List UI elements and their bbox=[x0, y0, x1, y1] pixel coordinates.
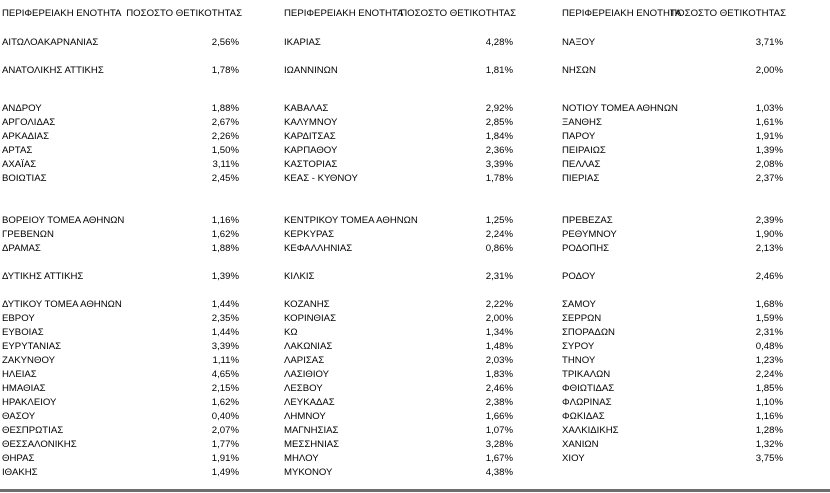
table-row bbox=[2, 452, 242, 466]
positivity-rate: 1,39% bbox=[211, 271, 239, 282]
positivity-rate: 2,00% bbox=[485, 313, 513, 324]
positivity-rate: 2,38% bbox=[485, 397, 513, 408]
positivity-rate: 1,11% bbox=[212, 355, 239, 366]
row-spacer bbox=[2, 284, 242, 298]
region-name: ΗΛΕΙΑΣ bbox=[2, 369, 37, 380]
region-name: ΛΑΚΩΝΙΑΣ bbox=[284, 341, 333, 352]
positivity-rate: 1,84% bbox=[485, 131, 513, 142]
positivity-rate: 1,59% bbox=[755, 313, 783, 324]
positivity-rate: 2,85% bbox=[485, 117, 513, 128]
row-spacer bbox=[280, 284, 516, 298]
region-name: ΚΙΛΚΙΣ bbox=[284, 271, 315, 282]
region-name: ΛΑΡΙΣΑΣ bbox=[284, 355, 325, 366]
table-row bbox=[280, 102, 516, 116]
table-row bbox=[558, 172, 786, 186]
region-name: ΝΟΤΙΟΥ ΤΟΜΕΑ ΑΘΗΝΩΝ bbox=[562, 103, 678, 114]
region-name: ΠΑΡΟΥ bbox=[562, 131, 596, 142]
positivity-rate: 1,90% bbox=[755, 229, 783, 240]
table-row bbox=[558, 410, 786, 424]
region-name: ΚΕΡΚΥΡΑΣ bbox=[284, 229, 335, 240]
table-row bbox=[2, 64, 242, 78]
table-row bbox=[280, 158, 516, 172]
region-name: ΛΗΜΝΟΥ bbox=[284, 411, 326, 422]
table-column-1 bbox=[2, 0, 242, 480]
region-name: ΑΡΚΑΔΙΑΣ bbox=[2, 131, 49, 142]
region-name: ΠΡΕΒΕΖΑΣ bbox=[562, 215, 613, 226]
positivity-rate: 1,62% bbox=[211, 229, 239, 240]
table-row bbox=[280, 214, 516, 228]
region-name: ΗΜΑΘΙΑΣ bbox=[2, 383, 46, 394]
positivity-rate: 1,91% bbox=[211, 453, 239, 464]
positivity-rate: 2,08% bbox=[755, 159, 783, 170]
region-name: ΞΑΝΘΗΣ bbox=[562, 117, 602, 128]
table-row bbox=[280, 396, 516, 410]
table-row bbox=[558, 354, 786, 368]
bottom-divider bbox=[0, 489, 830, 492]
table-row bbox=[2, 368, 242, 382]
positivity-rate: 1,78% bbox=[485, 173, 513, 184]
region-name: ΠΕΙΡΑΙΩΣ bbox=[562, 145, 606, 156]
region-name: ΚΕΦΑΛΛΗΝΙΑΣ bbox=[284, 243, 353, 254]
row-spacer bbox=[2, 50, 242, 64]
table-row bbox=[2, 424, 242, 438]
table-row bbox=[280, 116, 516, 130]
positivity-rate: 2,92% bbox=[485, 103, 513, 114]
positivity-rate: 2,22% bbox=[485, 299, 513, 310]
table-row bbox=[558, 396, 786, 410]
table-row bbox=[280, 326, 516, 340]
region-name: ΝΑΞΟΥ bbox=[562, 37, 596, 48]
region-name: ΑΝΔΡΟΥ bbox=[2, 103, 42, 114]
positivity-rate: 0,48% bbox=[755, 341, 783, 352]
positivity-rate: 1,07% bbox=[485, 425, 513, 436]
region-name: ΡΟΔΟΠΗΣ bbox=[562, 243, 610, 254]
region-name: ΣΕΡΡΩΝ bbox=[562, 313, 602, 324]
positivity-rate: 0,40% bbox=[211, 411, 239, 422]
region-name: ΚΕΝΤΡΙΚΟΥ ΤΟΜΕΑ ΑΘΗΝΩΝ bbox=[284, 215, 418, 226]
header-positivity: ΠΟΣΟΣΤΟ ΘΕΤΙΚΟΤΗΤΑΣ bbox=[400, 8, 516, 19]
positivity-rate: 2,26% bbox=[211, 131, 239, 142]
table-row bbox=[280, 228, 516, 242]
positivity-rate: 1,16% bbox=[211, 215, 239, 226]
positivity-rate: 2,15% bbox=[211, 383, 239, 394]
region-name: ΦΛΩΡΙΝΑΣ bbox=[562, 397, 612, 408]
positivity-rate: 2,39% bbox=[755, 215, 783, 226]
table-row bbox=[280, 144, 516, 158]
region-name: ΜΗΛΟΥ bbox=[284, 453, 319, 464]
table-row bbox=[2, 116, 242, 130]
positivity-rate: 2,07% bbox=[211, 425, 239, 436]
region-name: ΑΙΤΩΛΟΑΚΑΡΝΑΝΙΑΣ bbox=[2, 37, 99, 48]
table-column-3 bbox=[558, 0, 786, 466]
region-name: ΚΑΡΔΙΤΣΑΣ bbox=[284, 131, 336, 142]
positivity-rate: 1,48% bbox=[485, 341, 513, 352]
positivity-rate: 1,88% bbox=[211, 243, 239, 254]
positivity-rate: 1,16% bbox=[755, 411, 783, 422]
table-row bbox=[558, 340, 786, 354]
region-name: ΚΑΛΥΜΝΟΥ bbox=[284, 117, 338, 128]
header-positivity: ΠΟΣΟΣΤΟ ΘΕΤΙΚΟΤΗΤΑΣ bbox=[126, 8, 242, 19]
positivity-rate: 1,88% bbox=[211, 103, 239, 114]
positivity-rate: 3,71% bbox=[755, 37, 783, 48]
table-row bbox=[2, 382, 242, 396]
region-name: ΗΡΑΚΛΕΙΟΥ bbox=[2, 397, 57, 408]
region-name: ΚΑΣΤΟΡΙΑΣ bbox=[284, 159, 338, 170]
table-row bbox=[280, 270, 516, 284]
positivity-rate: 2,03% bbox=[485, 355, 513, 366]
region-name: ΑΝΑΤΟΛΙΚΗΣ ΑΤΤΙΚΗΣ bbox=[2, 65, 104, 76]
row-spacer bbox=[558, 284, 786, 298]
region-name: ΛΕΥΚΑΔΑΣ bbox=[284, 397, 335, 408]
row-spacer bbox=[280, 78, 516, 102]
region-name: ΛΑΣΙΘΙΟΥ bbox=[284, 369, 330, 380]
positivity-rate: 0,86% bbox=[485, 243, 513, 254]
positivity-rate: 1,39% bbox=[755, 145, 783, 156]
positivity-rate: 1,81% bbox=[485, 65, 513, 76]
region-name: ΑΡΤΑΣ bbox=[2, 145, 33, 156]
positivity-rate: 3,11% bbox=[212, 159, 239, 170]
positivity-rate: 2,24% bbox=[485, 229, 513, 240]
positivity-rate: 3,39% bbox=[211, 341, 239, 352]
positivity-rate: 3,28% bbox=[485, 439, 513, 450]
positivity-rate: 1,03% bbox=[755, 103, 783, 114]
positivity-rate: 2,13% bbox=[755, 243, 783, 254]
table-row bbox=[280, 438, 516, 452]
positivity-rate: 1,62% bbox=[211, 397, 239, 408]
positivity-rate: 1,68% bbox=[755, 299, 783, 310]
table-row bbox=[558, 130, 786, 144]
table-row bbox=[280, 410, 516, 424]
region-name: ΠΙΕΡΙΑΣ bbox=[562, 173, 600, 184]
table-row bbox=[2, 298, 242, 312]
table-row bbox=[2, 340, 242, 354]
positivity-rate: 4,65% bbox=[211, 369, 239, 380]
table-row bbox=[558, 116, 786, 130]
region-name: ΜΑΓΝΗΣΙΑΣ bbox=[284, 425, 339, 436]
header-region: ΠΕΡΙΦΕΡΕΙΑΚΗ ΕΝΟΤΗΤΑ bbox=[562, 8, 682, 19]
column-header bbox=[280, 6, 516, 22]
region-name: ΘΑΣΟΥ bbox=[2, 411, 36, 422]
positivity-rate: 4,28% bbox=[485, 37, 513, 48]
region-name: ΑΧΑΪΑΣ bbox=[2, 159, 37, 170]
table-row bbox=[558, 64, 786, 78]
positivity-rate: 1,34% bbox=[485, 327, 513, 338]
table-column-2 bbox=[280, 0, 516, 480]
table-row bbox=[2, 410, 242, 424]
table-row bbox=[2, 242, 242, 256]
row-spacer bbox=[280, 256, 516, 270]
row-spacer bbox=[2, 22, 242, 36]
region-name: ΚΟΡΙΝΘΙΑΣ bbox=[284, 313, 337, 324]
region-name: ΚΟΖΑΝΗΣ bbox=[284, 299, 330, 310]
positivity-rate: 2,31% bbox=[755, 327, 783, 338]
positivity-rate: 2,35% bbox=[211, 313, 239, 324]
region-name: ΣΥΡΟΥ bbox=[562, 341, 595, 352]
row-spacer bbox=[280, 186, 516, 214]
row-spacer bbox=[558, 50, 786, 64]
region-name: ΣΠΟΡΑΔΩΝ bbox=[562, 327, 615, 338]
positivity-rate: 2,00% bbox=[755, 65, 783, 76]
table-row bbox=[558, 298, 786, 312]
table-row bbox=[280, 424, 516, 438]
region-name: ΕΥΒΟΙΑΣ bbox=[2, 327, 44, 338]
table-row bbox=[280, 340, 516, 354]
table-row bbox=[2, 396, 242, 410]
table-row bbox=[558, 312, 786, 326]
region-name: ΙΩΑΝΝΙΝΩΝ bbox=[284, 65, 338, 76]
row-spacer bbox=[558, 78, 786, 102]
positivity-rate: 1,44% bbox=[211, 327, 239, 338]
table-row bbox=[2, 270, 242, 284]
region-name: ΜΥΚΟΝΟΥ bbox=[284, 467, 333, 478]
table-row bbox=[558, 382, 786, 396]
region-name: ΚΑΒΑΛΑΣ bbox=[284, 103, 329, 114]
region-name: ΔΥΤΙΚΗΣ ΑΤΤΙΚΗΣ bbox=[2, 271, 84, 282]
positivity-rate: 1,44% bbox=[211, 299, 239, 310]
positivity-rate: 2,24% bbox=[755, 369, 783, 380]
positivity-rate: 3,75% bbox=[755, 453, 783, 464]
positivity-rate: 2,31% bbox=[485, 271, 513, 282]
positivity-rate: 1,77% bbox=[211, 439, 239, 450]
column-header bbox=[2, 6, 242, 22]
region-name: ΕΥΡΥΤΑΝΙΑΣ bbox=[2, 341, 62, 352]
region-name: ΚΑΡΠΑΘΟΥ bbox=[284, 145, 338, 156]
table-row bbox=[2, 130, 242, 144]
positivity-rate: 2,67% bbox=[211, 117, 239, 128]
table-row bbox=[280, 242, 516, 256]
table-row bbox=[558, 144, 786, 158]
table-row bbox=[2, 354, 242, 368]
table-row bbox=[2, 102, 242, 116]
region-name: ΜΕΣΣΗΝΙΑΣ bbox=[284, 439, 340, 450]
region-name: ΧΑΝΙΩΝ bbox=[562, 439, 599, 450]
table-row bbox=[558, 102, 786, 116]
table-row bbox=[280, 298, 516, 312]
table-row bbox=[2, 466, 242, 480]
region-name: ΣΑΜΟΥ bbox=[562, 299, 596, 310]
region-name: ΧΙΟΥ bbox=[562, 453, 585, 464]
region-name: ΙΘΑΚΗΣ bbox=[2, 467, 38, 478]
positivity-rate: 1,61% bbox=[755, 117, 783, 128]
region-name: ΓΡΕΒΕΝΩΝ bbox=[2, 229, 54, 240]
column-header bbox=[558, 6, 786, 22]
positivity-rate: 1,28% bbox=[755, 425, 783, 436]
table-row bbox=[558, 228, 786, 242]
positivity-rate: 4,38% bbox=[485, 467, 513, 478]
region-name: ΘΗΡΑΣ bbox=[2, 453, 35, 464]
table-row bbox=[2, 326, 242, 340]
positivity-rate: 1,66% bbox=[485, 411, 513, 422]
region-name: ΤΡΙΚΑΛΩΝ bbox=[562, 369, 611, 380]
region-name: ΙΚΑΡΙΑΣ bbox=[284, 37, 321, 48]
row-spacer bbox=[280, 22, 516, 36]
row-spacer bbox=[2, 78, 242, 102]
table-row bbox=[558, 368, 786, 382]
positivity-rate: 1,78% bbox=[211, 65, 239, 76]
positivity-rate: 1,83% bbox=[485, 369, 513, 380]
positivity-rate: 2,45% bbox=[211, 173, 239, 184]
header-positivity: ΠΟΣΟΣΤΟ ΘΕΤΙΚΟΤΗΤΑΣ bbox=[670, 8, 786, 19]
positivity-rate: 3,39% bbox=[485, 159, 513, 170]
region-name: ΦΘΙΩΤΙΔΑΣ bbox=[562, 383, 615, 394]
region-name: ΡΕΘΥΜΝΟΥ bbox=[562, 229, 617, 240]
table-row bbox=[2, 312, 242, 326]
positivity-rate: 1,25% bbox=[485, 215, 513, 226]
table-row bbox=[2, 228, 242, 242]
table-row bbox=[280, 36, 516, 50]
positivity-rate: 2,36% bbox=[485, 145, 513, 156]
row-spacer bbox=[2, 256, 242, 270]
table-row bbox=[280, 452, 516, 466]
region-name: ΚΩ bbox=[284, 327, 298, 338]
table-row bbox=[280, 130, 516, 144]
positivity-rate: 2,46% bbox=[485, 383, 513, 394]
region-name: ΒΟΙΩΤΙΑΣ bbox=[2, 173, 47, 184]
region-name: ΔΥΤΙΚΟΥ ΤΟΜΕΑ ΑΘΗΝΩΝ bbox=[2, 299, 122, 310]
table-row bbox=[280, 382, 516, 396]
region-name: ΕΒΡΟΥ bbox=[2, 313, 35, 324]
positivity-rate: 1,50% bbox=[211, 145, 239, 156]
table-row bbox=[2, 36, 242, 50]
table-row bbox=[280, 354, 516, 368]
region-name: ΠΕΛΛΑΣ bbox=[562, 159, 601, 170]
positivity-rate: 2,37% bbox=[755, 173, 783, 184]
table-row bbox=[280, 466, 516, 480]
region-name: ΚΕΑΣ - ΚΥΘΝΟΥ bbox=[284, 173, 358, 184]
table-row bbox=[2, 172, 242, 186]
table-row bbox=[558, 326, 786, 340]
region-name: ΔΡΑΜΑΣ bbox=[2, 243, 41, 254]
positivity-rate: 1,23% bbox=[755, 355, 783, 366]
positivity-rate: 1,32% bbox=[755, 439, 783, 450]
table-row bbox=[2, 144, 242, 158]
positivity-rate: 2,56% bbox=[211, 37, 239, 48]
region-name: ΤΗΝΟΥ bbox=[562, 355, 596, 366]
table-row bbox=[558, 438, 786, 452]
region-name: ΘΕΣΠΡΩΤΙΑΣ bbox=[2, 425, 64, 436]
table-row bbox=[280, 368, 516, 382]
table-row bbox=[558, 452, 786, 466]
row-spacer bbox=[2, 186, 242, 214]
positivity-rate: 1,67% bbox=[485, 453, 513, 464]
table-row bbox=[280, 64, 516, 78]
header-region: ΠΕΡΙΦΕΡΕΙΑΚΗ ΕΝΟΤΗΤΑ bbox=[284, 8, 404, 19]
region-name: ΛΕΣΒΟΥ bbox=[284, 383, 323, 394]
positivity-rate: 2,46% bbox=[755, 271, 783, 282]
positivity-rate: 1,85% bbox=[755, 383, 783, 394]
table-row bbox=[558, 242, 786, 256]
region-name: ΒΟΡΕΙΟΥ ΤΟΜΕΑ ΑΘΗΝΩΝ bbox=[2, 215, 125, 226]
region-name: ΡΟΔΟΥ bbox=[562, 271, 596, 282]
positivity-rate: 1,10% bbox=[755, 397, 783, 408]
table-row bbox=[558, 270, 786, 284]
header-region: ΠΕΡΙΦΕΡΕΙΑΚΗ ΕΝΟΤΗΤΑ bbox=[2, 8, 122, 19]
table-row bbox=[558, 158, 786, 172]
table-row bbox=[2, 438, 242, 452]
table-row bbox=[558, 36, 786, 50]
row-spacer bbox=[558, 256, 786, 270]
region-name: ΘΕΣΣΑΛΟΝΙΚΗΣ bbox=[2, 439, 77, 450]
table-row bbox=[280, 312, 516, 326]
table-row bbox=[558, 214, 786, 228]
region-name: ΦΩΚΙΔΑΣ bbox=[562, 411, 605, 422]
table-row bbox=[280, 172, 516, 186]
region-name: ΖΑΚΥΝΘΟΥ bbox=[2, 355, 55, 366]
positivity-rate: 1,49% bbox=[211, 467, 239, 478]
row-spacer bbox=[558, 22, 786, 36]
table-row bbox=[558, 424, 786, 438]
row-spacer bbox=[558, 186, 786, 214]
region-name: ΧΑΛΚΙΔΙΚΗΣ bbox=[562, 425, 619, 436]
region-name: ΝΗΣΩΝ bbox=[562, 65, 596, 76]
positivity-rate: 1,91% bbox=[755, 131, 783, 142]
table-row bbox=[2, 158, 242, 172]
row-spacer bbox=[280, 50, 516, 64]
region-name: ΑΡΓΟΛΙΔΑΣ bbox=[2, 117, 56, 128]
table-row bbox=[2, 214, 242, 228]
